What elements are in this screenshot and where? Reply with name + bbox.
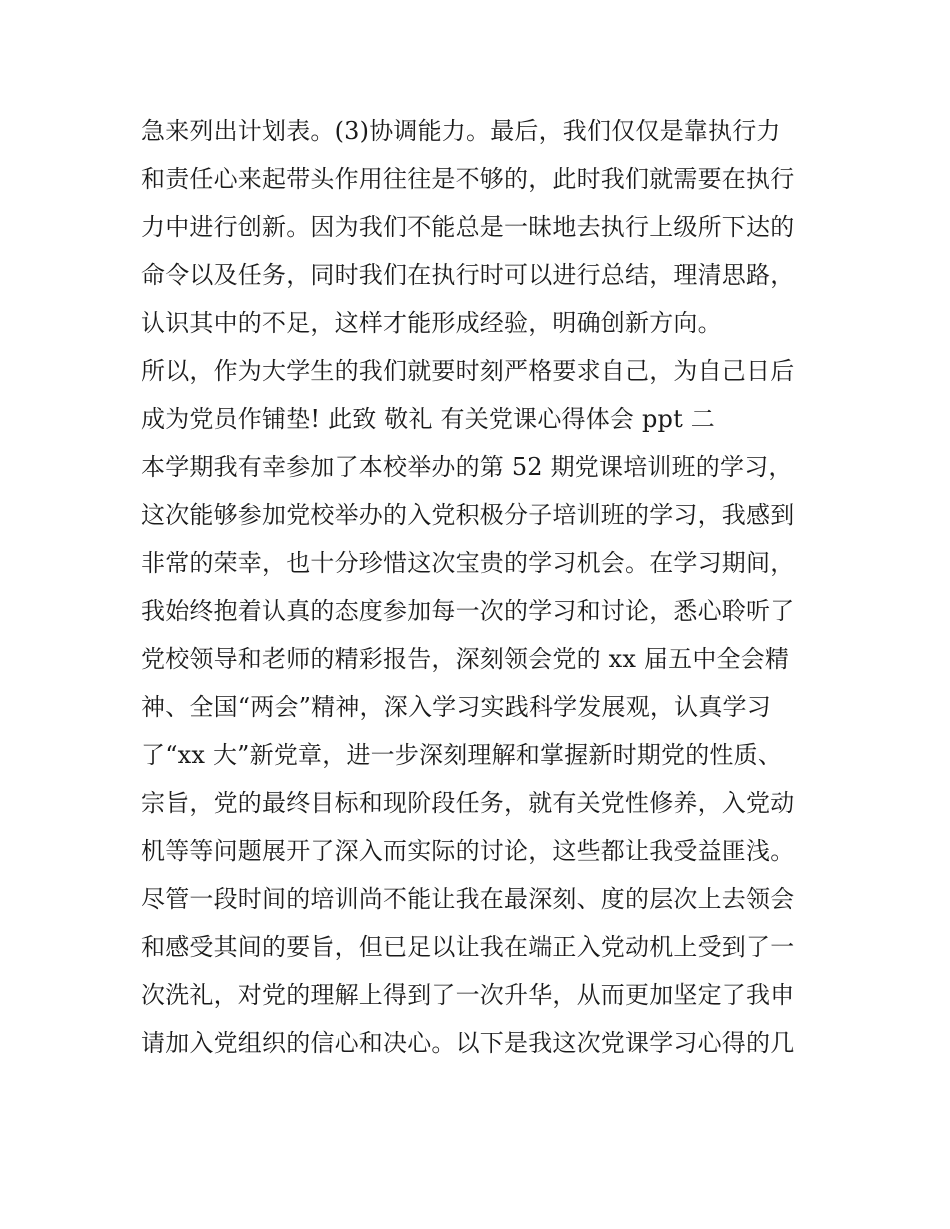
text-line: 认识其中的不足，这样才能形成经验，明确创新方向。 <box>141 309 722 337</box>
text-line: 本学期我有幸参加了本校举办的第 52 期党课培训班的学习， <box>141 453 793 481</box>
text-line: 非常的荣幸，也十分珍惜这次宝贵的学习机会。在学习期间， <box>141 549 795 577</box>
text-line: 尽管一段时间的培训尚不能让我在最深刻、度的层次上去领会 <box>141 885 795 913</box>
text-line: 所以，作为大学生的我们就要时刻严格要求自己，为自己日后 <box>141 357 795 385</box>
text-line: 我始终抱着认真的态度参加每一次的学习和讨论，悉心聆听了 <box>141 597 795 625</box>
text-line: 这次能够参加党校举办的入党积极分子培训班的学习，我感到 <box>141 501 795 529</box>
text-line: 请加入党组织的信心和决心。以下是我这次党课学习心得的几 <box>141 1029 795 1057</box>
text-line: 了“xx 大”新党章，进一步深刻理解和掌握新时期党的性质、 <box>141 741 783 769</box>
text-line: 命令以及任务，同时我们在执行时可以进行总结，理清思路， <box>141 261 795 289</box>
text-line: 力中进行创新。因为我们不能总是一昧地去执行上级所下达的 <box>141 213 795 241</box>
text-line: 和责任心来起带头作用往往是不够的，此时我们就需要在执行 <box>141 165 795 193</box>
text-line: 宗旨，党的最终目标和现阶段任务，就有关党性修养，入党动 <box>141 789 795 817</box>
text-line: 和感受其间的要旨，但已足以让我在端正入党动机上受到了一 <box>141 933 795 961</box>
text-line: 成为党员作铺垫! 此致 敬礼 有关党课心得体会 ppt 二 <box>141 405 715 433</box>
text-line: 神、全国“两会”精神，深入学习实践科学发展观，认真学习 <box>141 693 771 721</box>
text-line: 次洗礼，对党的理解上得到了一次升华，从而更加坚定了我申 <box>141 981 795 1009</box>
text-line: 党校领导和老师的精彩报告，深刻领会党的 xx 届五中全会精 <box>141 645 790 673</box>
text-line: 急来列出计划表。(3)协调能力。最后，我们仅仅是靠执行力 <box>141 117 781 145</box>
text-line: 机等等问题展开了深入而实际的讨论，这些都让我受益匪浅。 <box>141 837 795 865</box>
body-text <box>141 107 821 1067</box>
